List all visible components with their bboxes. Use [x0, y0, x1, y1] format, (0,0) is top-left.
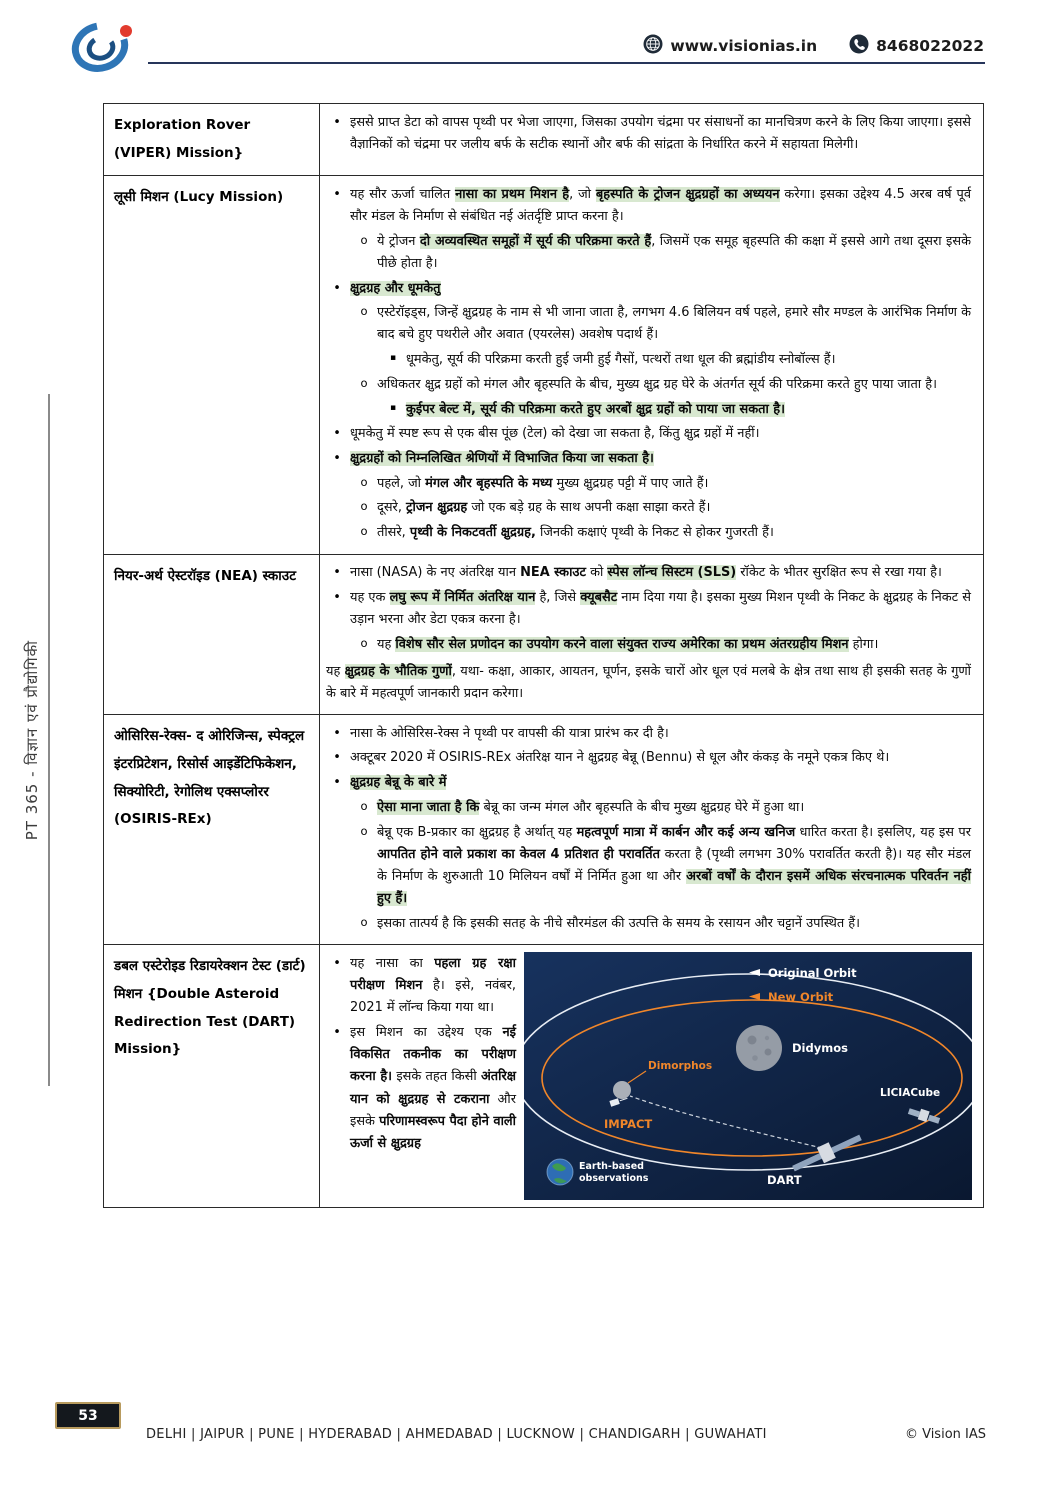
list-item — [324, 587, 971, 631]
text-run: जिनकी कक्षाएं पृथ्वी के निकट से होकर गुजरती हैं। — [535, 524, 774, 540]
dimorphos-label: Dimorphos — [648, 1060, 713, 1073]
bullet-icon: • — [333, 750, 341, 766]
phone-text: 8468022022 — [876, 37, 984, 55]
list-item — [351, 473, 971, 495]
table-row-nea-scout — [104, 554, 983, 715]
bullet-icon: o — [360, 474, 368, 489]
bullet-icon: • — [333, 280, 341, 296]
text-run: , जो — [569, 186, 596, 202]
impact-label: IMPACT — [604, 1117, 653, 1132]
item-text — [350, 423, 971, 445]
list-item — [351, 797, 971, 819]
text-run: करता है (पृथ्वी लगभग 30% परावर्तित करती है)। यह सौर मंडल के निर्माण के शुरुआती 10 मिलियन वर्षों में निर्मित हुआ था और — [377, 846, 972, 884]
text-run: अरबों वर्षों के दौरान इसमें अधिक संरचनात्मक परिवर्तन नहीं हुए हैं। — [377, 868, 971, 907]
bullet-icon: o — [360, 914, 368, 929]
list-item — [324, 723, 971, 745]
text-run: करेगा। इसका उद्देश्य 4.5 अरब वर्ष पूर्व सौर मंडल के निर्माण से संबंधित नई अंतर्दृष्टि प्राप्त करना है। — [350, 186, 972, 225]
item-text — [377, 634, 971, 656]
text-run: रॉकेट के भीतर सुरक्षित रूप से रखा गया है। — [736, 565, 942, 581]
row-content — [320, 945, 984, 1207]
phone-contact — [849, 34, 984, 58]
dimorphos-asteroid — [613, 1081, 631, 1099]
item-text — [377, 913, 971, 935]
bullet-icon: ▪ — [389, 402, 397, 413]
text-run: बृहस्पति के ट्रोजन क्षुद्रग्रहों का अध्ययन — [595, 186, 780, 202]
item-text — [377, 302, 971, 346]
item-text — [350, 278, 971, 300]
table-row-lucy — [104, 175, 983, 553]
row-title: डबल एस्टेरोइड रिडायरेक्शन टेस्ट (डार्ट) मिशन {Double Asteroid Redirection Test (DART) Mission} — [104, 945, 320, 1207]
item-text — [350, 747, 971, 769]
bullet-icon: • — [333, 775, 341, 791]
item-text — [377, 374, 971, 396]
text-run: मुख्य क्षुद्रग्रह पट्टी में पाए जाते हैं। — [552, 475, 709, 491]
earth-icon — [547, 1159, 573, 1185]
list-item — [380, 349, 971, 371]
text-run: NEA स्काउट — [520, 565, 586, 581]
list-item — [324, 1022, 516, 1155]
didymos-asteroid — [736, 1025, 782, 1071]
text-run: क्षुद्रग्रह के भौतिक गुणों — [344, 663, 452, 679]
bullet-icon: ▪ — [389, 353, 397, 364]
text-run: यह एक — [350, 589, 390, 605]
table-row-osiris-rex — [104, 714, 983, 944]
new-orbit-label: New Orbit — [768, 990, 834, 1005]
text-run: विशेष सौर सेल प्रणोदन का उपयोग करने वाला संयुक्त राज्य अमेरिका का प्रथम अंतरग्रहीय मिशन — [395, 636, 849, 652]
list-item — [351, 522, 971, 544]
page-number: 53 — [78, 1407, 98, 1424]
text-run: नई विकसित तकनीक का परीक्षण करना है। — [350, 1025, 516, 1085]
text-run: इसका तात्पर्य है कि इसकी सतह के नीचे सौरमंडल की उत्पत्ति के समय के रसायन और चट्टानें उपस्थित हैं। — [377, 915, 860, 931]
footer-cities: DELHI | JAIPUR | PUNE | HYDERABAD | AHMEDABAD | LUCKNOW | CHANDIGARH | GUWAHATI — [146, 1427, 767, 1442]
liciacube-label: LICIACube — [880, 1087, 941, 1100]
item-text — [377, 797, 971, 819]
text-run: बेन्नू एक B-प्रकार का क्षुद्रग्रह है अर्थात् यह — [377, 824, 577, 840]
text-run: अक्टूबर 2020 में OSIRIS-REx अंतरिक्ष यान ने क्षुद्रग्रह बेन्नू (Bennu) से धूल और कंकड़ के नमूने एकत्र किए थे। — [350, 750, 890, 766]
item-text — [406, 399, 971, 421]
text-run: तीसरे, — [377, 524, 410, 540]
row-content — [320, 715, 983, 944]
row-title: Exploration Rover (VIPER) Mission} — [104, 104, 320, 175]
text-run: नासा का प्रथम मिशन है — [455, 186, 570, 202]
bullet-icon: o — [360, 375, 368, 390]
text-run: क्यूबसैट — [580, 589, 618, 605]
dart-diagram — [524, 952, 972, 1200]
item-text — [350, 448, 971, 470]
text-run: नासा (NASA) के नए अंतरिक्ष यान — [350, 565, 521, 581]
page-number-badge — [55, 1402, 121, 1429]
row-content — [320, 555, 983, 715]
list-item — [324, 184, 971, 228]
list-item — [324, 562, 971, 584]
bullet-icon: • — [333, 955, 341, 971]
bullet-icon: o — [360, 523, 368, 538]
visionias-logo — [70, 18, 136, 78]
bullet-icon: • — [333, 426, 341, 442]
text-run: , जिसमें एक समूह बृहस्पति की कक्षा में इससे आगे तथा दूसरा इसके पीछे होता है। — [377, 233, 972, 271]
text-run: होगा। — [848, 636, 879, 652]
text-run: मंगल और बृहस्पति के मध्य — [425, 475, 553, 491]
bullet-icon: o — [360, 304, 368, 319]
bullet-icon: o — [360, 635, 368, 650]
text-run: धूमकेतु में स्पष्ट रूप से एक बीस पूंछ (टेल) को देखा जा सकता है, किंतु क्षुद्र ग्रहों में नहीं। — [350, 426, 760, 442]
item-text — [377, 522, 971, 544]
list-item — [380, 399, 971, 421]
header-contacts — [643, 34, 984, 58]
item-text — [350, 772, 971, 794]
list-item — [351, 374, 971, 396]
header-rule — [148, 62, 985, 64]
bullet-icon: • — [333, 725, 341, 741]
item-text — [350, 953, 516, 1020]
text-run: दूसरे, — [377, 500, 407, 516]
bullet-icon: • — [333, 589, 341, 605]
text-run: ट्रोजन क्षुद्रग्रह — [406, 500, 468, 516]
text-run: और इसके — [350, 1091, 516, 1129]
text-run: यह — [377, 636, 396, 652]
text-run: पहले, जो — [377, 475, 426, 491]
text-run: इसके तहत किसी — [392, 1069, 481, 1085]
bullet-icon: • — [333, 565, 341, 581]
item-text — [350, 112, 971, 156]
list-item — [324, 448, 971, 470]
text-run: कुईपर बेल्ट में, सूर्य की परिक्रमा करते हुए अरबों क्षुद्र ग्रहों को पाया जा सकता है। — [406, 401, 786, 417]
list-item — [324, 772, 971, 794]
text-run: एस्टेरॉइड्स, जिन्हें क्षुद्रग्रह के नाम से भी जाना जाता है, लगभग 4.6 बिलियन वर्ष पहले, हमारे सौर मण्डल के आरंभिक निर्माण के बाद बचे हुए पथरीले और अवात (एयरलेस) अवशेष पदार्थ हैं। — [377, 305, 971, 343]
text-run: परिणामस्वरूप पैदा होने वाली ऊर्जा से क्षुद्रग्रह — [350, 1113, 516, 1151]
text-run: महत्वपूर्ण मात्रा में कार्बन और कई अन्य खनिज — [576, 824, 796, 840]
bullet-icon: o — [360, 232, 368, 247]
text-run: यह सौर ऊर्जा चालित — [350, 186, 456, 202]
list-item — [351, 822, 971, 911]
content-table — [103, 103, 984, 1208]
text-run: नाम दिया गया है। इसका मुख्य मिशन पृथ्वी के निकट के क्षुद्रग्रह के निकट से उड़ान भरना और डेटा एकत्र करना है। — [350, 589, 971, 628]
table-row-viper — [104, 104, 983, 175]
item-text — [350, 562, 971, 584]
item-text — [377, 822, 971, 911]
text-run: को — [585, 565, 608, 581]
text-run: क्षुद्रग्रहों को निम्नलिखित श्रेणियों में विभाजित किया जा सकता है। — [350, 450, 654, 466]
item-text — [377, 497, 971, 519]
list-item — [351, 913, 971, 935]
website-contact — [643, 34, 817, 58]
paragraph — [326, 661, 971, 705]
bullet-icon: o — [360, 499, 368, 514]
row-content — [320, 176, 983, 553]
row-title: लूसी मिशन (Lucy Mission) — [104, 176, 320, 553]
earth-observations-label-line2: observations — [579, 1173, 649, 1185]
text-run: पहला ग्रह रक्षा परीक्षण मिशन — [350, 955, 516, 994]
list-item — [351, 497, 971, 519]
list-item — [324, 423, 971, 445]
item-text — [377, 231, 971, 275]
list-item — [351, 302, 971, 346]
text-run: यह — [326, 663, 345, 679]
text-run: धारित करता है। इसलिए, यह इस पर — [795, 824, 971, 840]
visionias-logo-icon — [70, 18, 136, 74]
website-text: www.visionias.in — [670, 37, 818, 55]
item-text — [326, 661, 971, 705]
list-item — [324, 112, 971, 156]
list-item — [324, 747, 971, 769]
text-run: , यथा- कक्षा, आकार, आयतन, घूर्णन, इसके चारों ओर धूल एवं मलबे के क्षेत्र तथा साथ ही इसकी सतह के गुणों के बारे में महत्वपूर्ण जानकारी प्रदान करेगा। — [326, 663, 971, 702]
text-run: है, जिसे — [535, 589, 581, 605]
text-run: धूमकेतु, सूर्य की परिक्रमा करती हुई जमी हुई गैसों, पत्थरों तथा धूल की ब्रह्मांडीय स्नोबॉल्स हैं। — [406, 352, 836, 368]
item-text — [350, 184, 971, 228]
list-item — [351, 634, 971, 656]
footer-copyright: © Vision IAS — [904, 1427, 986, 1442]
text-run: अधिकतर क्षुद्र ग्रहों को मंगल और बृहस्पति के बीच, मुख्य क्षुद्र ग्रह घेरे के अंतर्गत सूर्य की परिक्रमा करते हुए पाया जाता है। — [377, 376, 937, 392]
dart-label: DART — [767, 1173, 802, 1188]
text-run: जो एक बड़े ग्रह के साथ अपनी कक्षा साझा करते हैं। — [467, 500, 711, 516]
list-item — [324, 953, 516, 1020]
bullet-icon: • — [333, 114, 341, 130]
text-run: बेन्नू का जन्म मंगल और बृहस्पति के बीच मुख्य क्षुद्रग्रह घेरे में हुआ था। — [479, 799, 805, 815]
text-run: आपतित होने वाले प्रकाश का केवल 4 प्रतिशत ही परावर्तित — [377, 846, 660, 862]
bullet-icon: • — [333, 1025, 341, 1041]
text-run: स्पेस लॉन्च सिस्टम (SLS) — [607, 565, 737, 581]
item-text — [350, 723, 971, 745]
text-run: क्षुद्रग्रह बेन्नू के बारे में — [350, 775, 447, 791]
list-item — [351, 231, 971, 275]
text-run: ऐसा माना जाता है कि — [377, 799, 480, 815]
item-text — [377, 473, 971, 495]
earth-observations-label-line1: Earth-based — [579, 1161, 644, 1173]
text-run: इससे प्राप्त डेटा को वापस पृथ्वी पर भेजा जाएगा, जिसका उपयोग चंद्रमा पर संसाधनों का मानचित्रण करने के लिए किया जाएगा। इससे वैज्ञानिकों को चंद्रमा पर जलीय बर्फ के सटीक स्थानों और बर्फ की सांद्रता के निर्धारित करने में सहायता मिलेगी। — [350, 114, 971, 152]
list-item — [324, 278, 971, 300]
text-run: इस मिशन का उद्देश्य एक — [350, 1025, 503, 1041]
text-run: है। इसे, नवंबर, 2021 में लॉन्च किया गया था। — [350, 978, 517, 1016]
text-run: क्षुद्रग्रह और धूमकेतु — [350, 280, 441, 296]
bullet-icon: • — [333, 450, 341, 466]
text-run: पृथ्वी के निकटवर्ती क्षुद्रग्रह, — [409, 524, 536, 540]
text-run: ये ट्रोजन — [377, 233, 420, 249]
phone-icon — [849, 34, 869, 58]
table-row-dart — [104, 944, 983, 1207]
text-run: अंतरिक्ष यान को क्षुद्रग्रह से टकराना — [350, 1069, 516, 1107]
row-content — [320, 104, 983, 175]
row-title: नियर-अर्थ ऐस्टरॉइड (NEA) स्काउट — [104, 555, 320, 715]
text-run: लघु रूप में निर्मित अंतरिक्ष यान — [389, 589, 536, 605]
text-run: दो अव्यवस्थित समूहों में सूर्य की परिक्रमा करते हैं — [419, 233, 652, 249]
row-title: ओसिरिस-रेक्स- द ओरिजिन्स, स्पेक्ट्रल इंटरप्रिटेशन, रिसोर्स आइडेंटिफिकेशन, सिक्योरिटी, रेगोलिथ एक्सप्लोरर (OSIRIS-REx) — [104, 715, 320, 944]
bullet-icon: o — [360, 823, 368, 838]
item-text — [350, 1022, 516, 1155]
bullet-icon: • — [333, 186, 341, 202]
item-text — [350, 587, 971, 631]
original-orbit-label: Original Orbit — [768, 966, 857, 981]
bullet-icon: o — [360, 798, 368, 813]
item-text — [406, 349, 971, 371]
didymos-label: Didymos — [792, 1041, 848, 1056]
globe-icon — [643, 34, 663, 58]
text-run: यह नासा का — [350, 955, 435, 971]
sidebar — [16, 394, 50, 1086]
sidebar-vertical-title: PT 365 - विज्ञान एवं प्रौद्योगिकी — [23, 639, 41, 841]
text-run: नासा के ओसिरिस-रेक्स ने पृथ्वी पर वापसी की यात्रा प्रारंभ कर दी है। — [350, 725, 669, 741]
